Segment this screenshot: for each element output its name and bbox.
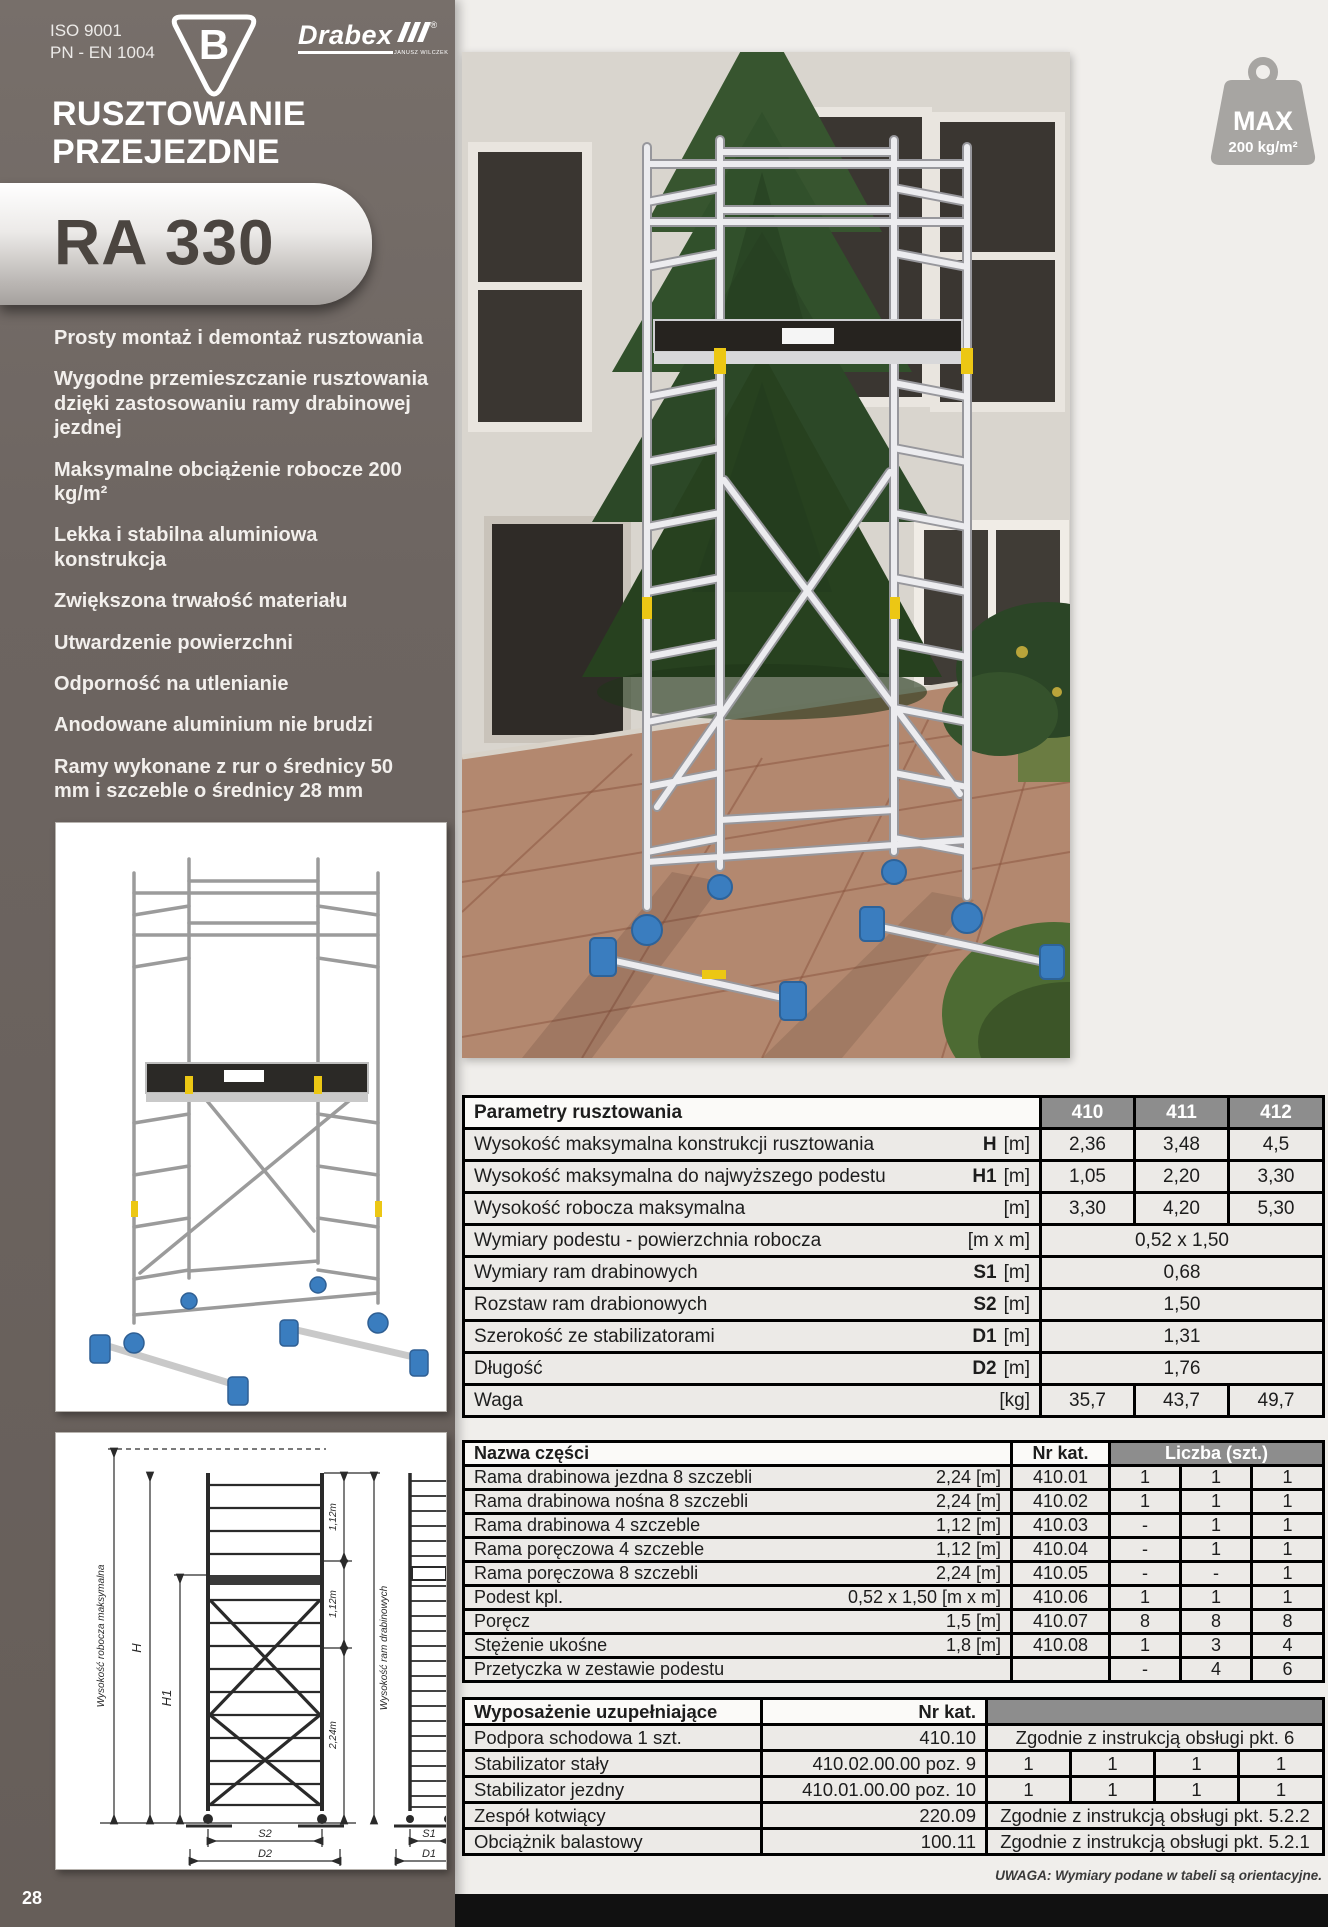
accessory-qty: 1 bbox=[1239, 1777, 1324, 1803]
certifications bbox=[50, 20, 155, 64]
accessory-qty: 1 bbox=[987, 1751, 1071, 1777]
part-nr: 410.08 bbox=[1012, 1634, 1110, 1658]
part-qty: - bbox=[1110, 1562, 1181, 1586]
accessory-nr: 410.01.00.00 poz. 10 bbox=[762, 1777, 987, 1803]
feature-item: Odporność na utlenianie bbox=[54, 672, 289, 695]
param-value-span: 0,52 x 1,50 bbox=[1041, 1225, 1324, 1257]
product-photo bbox=[462, 52, 1070, 1058]
accessory-note: Zgodnie z instrukcją obsługi pkt. 5.2.1 bbox=[987, 1829, 1324, 1855]
accessory-name: Obciążnik balastowy bbox=[464, 1829, 762, 1855]
param-label: Wysokość maksymalna do najwyższego podestu H1 [m] bbox=[464, 1161, 1041, 1193]
scaffold-sketch-box bbox=[55, 822, 447, 1412]
dim-label-s1: S1 bbox=[422, 1828, 436, 1840]
part-qty: 1 bbox=[1252, 1562, 1324, 1586]
page-title bbox=[52, 95, 306, 172]
param-label: Szerokość ze stabilizatorami D1 [m] bbox=[464, 1321, 1041, 1353]
dim-label-d2: D2 bbox=[257, 1848, 273, 1860]
part-name: Rama drabinowa nośna 8 szczebli 2,24 [m] bbox=[464, 1490, 1012, 1514]
param-label: Rozstaw ram drabionowych S2 [m] bbox=[464, 1289, 1041, 1321]
parameters-table bbox=[462, 1095, 1325, 1418]
part-qty: 1 bbox=[1181, 1466, 1252, 1490]
iso-label: ISO 9001 bbox=[50, 21, 122, 40]
part-name: Rama poręczowa 8 szczebli 2,24 [m] bbox=[464, 1562, 1012, 1586]
part-qty: 1 bbox=[1252, 1586, 1324, 1610]
accessory-name: Podpora schodowa 1 szt. bbox=[464, 1725, 762, 1751]
drabex-logo-text: Drabex bbox=[298, 20, 393, 54]
feature-item: Lekka i stabilna aluminiowa konstrukcja bbox=[54, 524, 318, 571]
page-title-line1: RUSZTOWANIE bbox=[52, 94, 306, 133]
accessory-qty: 1 bbox=[1239, 1751, 1324, 1777]
parts-nrkat-header: Nr kat. bbox=[1012, 1442, 1110, 1466]
accessory-qty: 1 bbox=[1071, 1777, 1155, 1803]
param-label: Wymiary ram drabinowych S1 [m] bbox=[464, 1257, 1041, 1289]
part-name: Przetyczka w zestawie podestu bbox=[464, 1658, 1012, 1682]
dim-label-d1: D1 bbox=[421, 1848, 437, 1860]
accessory-nr: 410.02.00.00 poz. 9 bbox=[762, 1751, 987, 1777]
param-label: Wymiary podestu - powierzchnia robocza [m x m] bbox=[464, 1225, 1041, 1257]
part-qty: 1 bbox=[1110, 1466, 1181, 1490]
part-qty: 1 bbox=[1252, 1490, 1324, 1514]
part-qty: 1 bbox=[1252, 1514, 1324, 1538]
registered-mark: ® bbox=[430, 20, 438, 30]
part-nr: 410.04 bbox=[1012, 1538, 1110, 1562]
norm-label: PN - EN 1004 bbox=[50, 43, 155, 63]
param-value-span: 1,31 bbox=[1041, 1321, 1324, 1353]
bottom-bar bbox=[455, 1894, 1328, 1927]
scaffold-sketch bbox=[56, 823, 446, 1411]
part-qty: 8 bbox=[1181, 1610, 1252, 1634]
param-label: Wysokość robocza maksymalna [m] bbox=[464, 1193, 1041, 1225]
part-qty: 1 bbox=[1252, 1538, 1324, 1562]
part-qty: 1 bbox=[1110, 1586, 1181, 1610]
part-qty: 3 bbox=[1181, 1634, 1252, 1658]
dim-label-working-height: Wysokość robocza maksymalna bbox=[96, 1564, 107, 1708]
part-qty: 1 bbox=[1181, 1586, 1252, 1610]
param-value: 49,7 bbox=[1229, 1385, 1324, 1417]
part-nr: 410.06 bbox=[1012, 1586, 1110, 1610]
part-qty: - bbox=[1110, 1658, 1181, 1682]
col-header-411: 411 bbox=[1135, 1097, 1229, 1129]
technical-drawing bbox=[56, 1433, 446, 1869]
param-value: 3,48 bbox=[1135, 1129, 1229, 1161]
model-name: RA 330 bbox=[54, 206, 275, 279]
left-panel bbox=[0, 0, 455, 1927]
max-load-badge-icon bbox=[1198, 56, 1328, 173]
feature-item: Wygodne przemieszczanie rusztowania dzięki zastosowaniu ramy drabinowej jezdnej bbox=[54, 368, 429, 440]
accessory-nr: 220.09 bbox=[762, 1803, 987, 1829]
accessory-qty: 1 bbox=[1155, 1777, 1239, 1803]
part-nr: 410.02 bbox=[1012, 1490, 1110, 1514]
max-label: MAX bbox=[1233, 106, 1293, 136]
dim-label-frames-height: Wysokość ram drabinowych bbox=[379, 1585, 390, 1711]
parts-table-title: Nazwa części bbox=[464, 1442, 1012, 1466]
accessory-qty: 1 bbox=[987, 1777, 1071, 1803]
page-title-line2: PRZEJEZDNE bbox=[52, 133, 280, 172]
part-qty: 1 bbox=[1181, 1514, 1252, 1538]
part-qty: 4 bbox=[1252, 1634, 1324, 1658]
param-value: 2,36 bbox=[1041, 1129, 1135, 1161]
accessory-nr: 410.10 bbox=[762, 1725, 987, 1751]
part-name: Poręcz 1,5 [m] bbox=[464, 1610, 1012, 1634]
feature-item: Utwardzenie powierzchni bbox=[54, 631, 293, 654]
accessory-name: Zespół kotwiący bbox=[464, 1803, 762, 1829]
col-header-412: 412 bbox=[1229, 1097, 1324, 1129]
param-value-span: 1,50 bbox=[1041, 1289, 1324, 1321]
part-qty: 1 bbox=[1181, 1538, 1252, 1562]
part-nr bbox=[1012, 1658, 1110, 1682]
accessories-nrkat-header: Nr kat. bbox=[762, 1699, 987, 1725]
param-label: Długość D2 [m] bbox=[464, 1353, 1041, 1385]
part-qty: - bbox=[1110, 1514, 1181, 1538]
model-band bbox=[0, 183, 372, 305]
feature-item: Ramy wykonane z rur o średnicy 50 mm i szczeble o średnicy 28 mm bbox=[54, 755, 394, 803]
accessories-table-title: Wyposażenie uzupełniające bbox=[464, 1699, 762, 1725]
accessory-name: Stabilizator jezdny bbox=[464, 1777, 762, 1803]
feature-item: Prosty montaż i demontaż rusztowania bbox=[54, 327, 423, 349]
drabex-logo bbox=[298, 20, 449, 56]
param-value: 1,05 bbox=[1041, 1161, 1135, 1193]
page-number: 28 bbox=[22, 1888, 43, 1908]
b-mark-letter: B bbox=[198, 21, 230, 68]
feature-item: Zwiększona trwałość materiału bbox=[54, 590, 348, 613]
dim-label-seg1: 1,12m bbox=[328, 1503, 339, 1531]
drabex-stripes-icon bbox=[397, 20, 431, 46]
part-name: Rama poręczowa 4 szczeble 1,12 [m] bbox=[464, 1538, 1012, 1562]
part-qty: - bbox=[1181, 1562, 1252, 1586]
accessory-nr: 100.11 bbox=[762, 1829, 987, 1855]
accessory-note: Zgodnie z instrukcją obsługi pkt. 5.2.2 bbox=[987, 1803, 1324, 1829]
part-qty: 1 bbox=[1252, 1466, 1324, 1490]
param-value: 5,30 bbox=[1229, 1193, 1324, 1225]
param-label: Waga [kg] bbox=[464, 1385, 1041, 1417]
dim-label-s2: S2 bbox=[258, 1828, 272, 1840]
max-load-value: 200 kg/m² bbox=[1228, 139, 1298, 156]
param-value: 4,20 bbox=[1135, 1193, 1229, 1225]
part-nr: 410.05 bbox=[1012, 1562, 1110, 1586]
dim-label-seg3: 2,24m bbox=[328, 1721, 339, 1749]
dim-label-h1: H1 bbox=[159, 1689, 174, 1707]
part-name: Rama drabinowa jezdna 8 szczebli 2,24 [m] bbox=[464, 1466, 1012, 1490]
part-name: Stężenie ukośne 1,8 [m] bbox=[464, 1634, 1012, 1658]
param-value: 43,7 bbox=[1135, 1385, 1229, 1417]
part-qty: 8 bbox=[1110, 1610, 1181, 1634]
param-value: 4,5 bbox=[1229, 1129, 1324, 1161]
part-nr: 410.01 bbox=[1012, 1466, 1110, 1490]
part-qty: 8 bbox=[1252, 1610, 1324, 1634]
parameters-table-title: Parametry rusztowania bbox=[464, 1097, 1041, 1129]
drabex-logo-subtext: JANUSZ WILCZEK bbox=[394, 50, 449, 56]
param-label: Wysokość maksymalna konstrukcji rusztowania H [m] bbox=[464, 1129, 1041, 1161]
parts-table bbox=[462, 1440, 1325, 1683]
param-value: 3,30 bbox=[1229, 1161, 1324, 1193]
part-nr: 410.03 bbox=[1012, 1514, 1110, 1538]
accessory-note: Zgodnie z instrukcją obsługi pkt. 6 bbox=[987, 1725, 1324, 1751]
accessory-qty: 1 bbox=[1155, 1751, 1239, 1777]
part-nr: 410.07 bbox=[1012, 1610, 1110, 1634]
param-value: 2,20 bbox=[1135, 1161, 1229, 1193]
feature-list bbox=[54, 326, 434, 886]
feature-item: Anodowane aluminium nie brudzi bbox=[54, 714, 373, 737]
b-safety-mark-icon bbox=[166, 6, 262, 107]
accessory-name: Stabilizator stały bbox=[464, 1751, 762, 1777]
footnote: UWAGA: Wymiary podane w tabeli są orientacyjne. bbox=[995, 1868, 1322, 1883]
part-qty: - bbox=[1110, 1538, 1181, 1562]
part-qty: 1 bbox=[1110, 1490, 1181, 1514]
dim-label-seg2: 1,12m bbox=[328, 1590, 339, 1618]
part-qty: 4 bbox=[1181, 1658, 1252, 1682]
accessory-qty: 1 bbox=[1071, 1751, 1155, 1777]
technical-drawing-box bbox=[55, 1432, 447, 1870]
param-value: 35,7 bbox=[1041, 1385, 1135, 1417]
param-value-span: 0,68 bbox=[1041, 1257, 1324, 1289]
param-value-span: 1,76 bbox=[1041, 1353, 1324, 1385]
part-qty: 1 bbox=[1110, 1634, 1181, 1658]
part-qty: 1 bbox=[1181, 1490, 1252, 1514]
accessories-table bbox=[462, 1697, 1325, 1856]
accessories-qty-header bbox=[987, 1699, 1324, 1725]
dim-label-h: H bbox=[129, 1643, 144, 1653]
col-header-410: 410 bbox=[1041, 1097, 1135, 1129]
feature-item: Maksymalne obciążenie robocze 200 kg/m² bbox=[54, 458, 402, 505]
part-name: Podest kpl. 0,52 x 1,50 [m x m] bbox=[464, 1586, 1012, 1610]
part-qty: 6 bbox=[1252, 1658, 1324, 1682]
part-name: Rama drabinowa 4 szczeble 1,12 [m] bbox=[464, 1514, 1012, 1538]
parts-qty-header: Liczba (szt.) bbox=[1110, 1442, 1324, 1466]
param-value: 3,30 bbox=[1041, 1193, 1135, 1225]
